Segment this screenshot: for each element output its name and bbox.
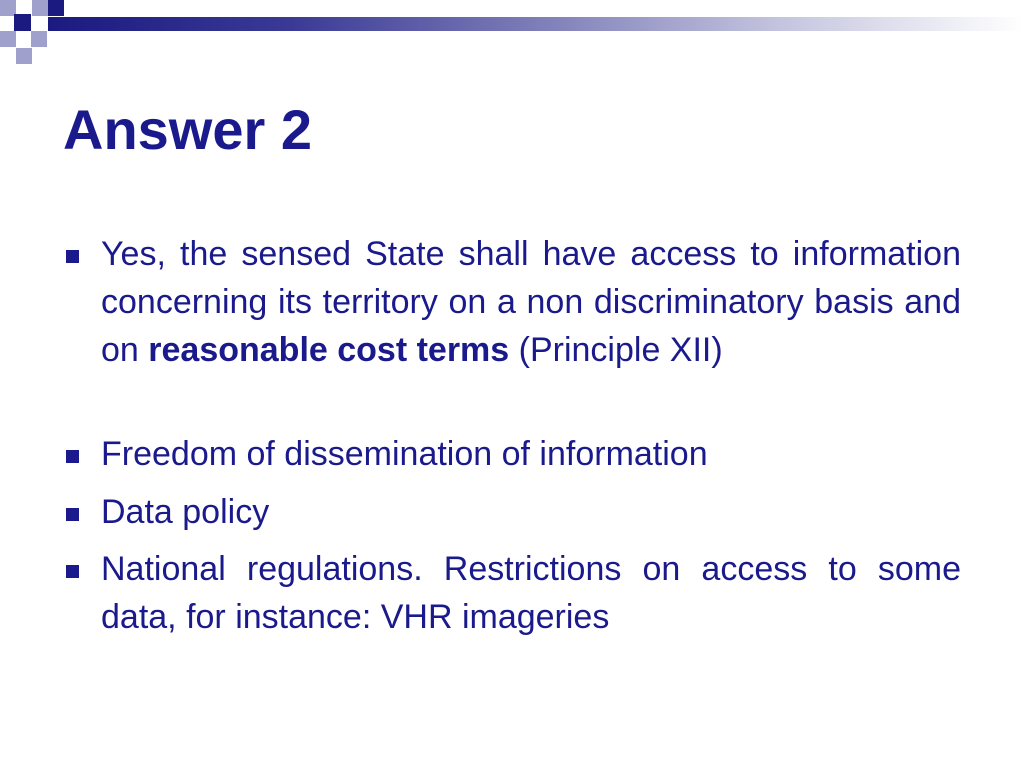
bullet-marker xyxy=(66,508,79,521)
ornament-square-5 xyxy=(14,14,31,31)
ornament-square-6 xyxy=(0,31,16,47)
bullet-text-part: Data policy xyxy=(101,493,270,531)
bullet-text-part: Freedom of dissemination of information xyxy=(101,435,708,473)
bullet-marker xyxy=(66,250,79,263)
bullet-text-part: National regulations. Restrictions on access to some data, for instance: VHR imageries xyxy=(101,550,961,636)
header-gradient-bar xyxy=(48,17,1024,31)
slide-title: Answer 2 xyxy=(63,98,312,161)
bullet-text xyxy=(101,230,961,374)
bullet-text-bold: reasonable cost terms xyxy=(148,331,510,369)
ornament-square-3 xyxy=(32,0,48,16)
ornament-square-7 xyxy=(31,31,47,47)
bullet-marker xyxy=(66,450,79,463)
bullet-text xyxy=(101,488,961,536)
bullet-text xyxy=(101,545,961,641)
bullet-marker xyxy=(66,565,79,578)
ornament-square-4 xyxy=(48,0,64,16)
bullet-text-part: (Principle XII) xyxy=(509,331,723,369)
bullet-text-part: Yes, the sensed State shall have access to information concerning its territory on a non discriminatory basis and on xyxy=(101,235,961,369)
bullet-text xyxy=(101,430,961,478)
ornament-square-8 xyxy=(16,48,32,64)
